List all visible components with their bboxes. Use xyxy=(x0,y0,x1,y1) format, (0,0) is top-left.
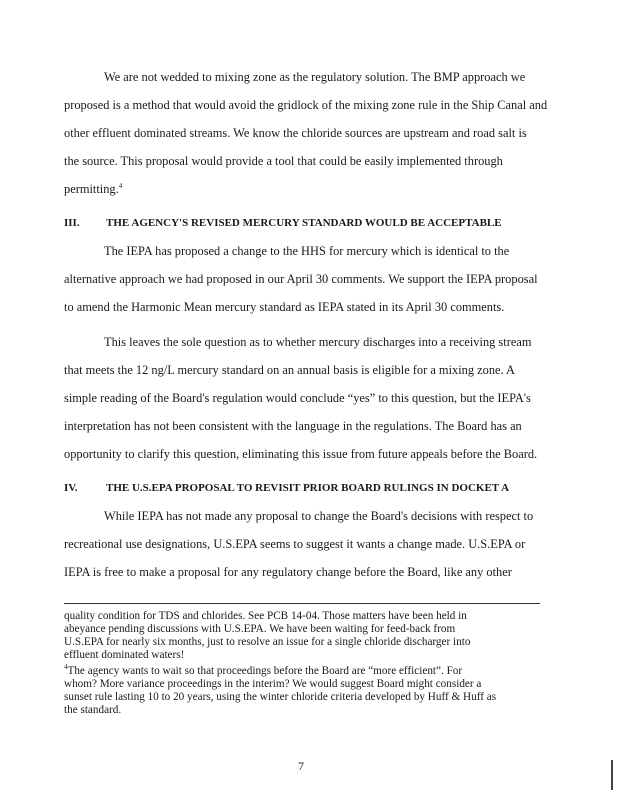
body-line: IEPA is free to make a proposal for any regulatory change before the Board, like any other xyxy=(64,565,512,579)
body-line: to amend the Harmonic Mean mercury standard as IEPA stated in its April 30 comments. xyxy=(64,300,505,314)
body-line: opportunity to clarify this question, eliminating this issue from future appeals before the Board. xyxy=(64,447,538,461)
body-line: the source. This proposal would provide a tool that could be easily implemented through xyxy=(64,154,503,168)
footnote-ref: 4 xyxy=(118,182,123,190)
body-line: This leaves the sole question as to whether mercury discharges into a receiving stream xyxy=(104,335,532,349)
footnote-marker: 4 xyxy=(64,663,68,671)
section-heading: III. THE AGENCY'S REVISED MERCURY STANDARD WOULD BE ACCEPTABLE xyxy=(64,217,502,229)
body-line: other effluent dominated streams. We know the chloride sources are upstream and road salt is xyxy=(64,126,527,140)
body-line: alternative approach we had proposed in our April 30 comments. We support the IEPA proposal xyxy=(64,272,538,286)
footnote-line: abeyance pending discussions with U.S.EPA. We have been waiting for feed-back from xyxy=(64,623,456,635)
body-line: The IEPA has proposed a change to the HHS for mercury which is identical to the xyxy=(104,244,510,258)
footnote-line: sunset rule lasting 10 to 20 years, using the winter chloride criteria developed by Huff & Huff as xyxy=(64,691,497,703)
body-line: simple reading of the Board's regulation would conclude “yes” to this question, but the IEPA's xyxy=(64,391,531,405)
body-line: proposed is a method that would avoid the gridlock of the mixing zone rule in the Ship Canal and xyxy=(64,98,548,112)
section-heading: IV. THE U.S.EPA PROPOSAL TO REVISIT PRIOR BOARD RULINGS IN DOCKET A xyxy=(64,482,510,494)
footnote-separator xyxy=(64,603,540,604)
footnote-line: U.S.EPA for nearly six months, just to resolve an issue for a single chloride discharger into xyxy=(64,636,471,648)
body-line: recreational use designations, U.S.EPA seems to suggest it wants a change made. U.S.EPA or xyxy=(64,537,526,551)
body-line: We are not wedded to mixing zone as the regulatory solution. The BMP approach we xyxy=(104,70,526,84)
body-line: While IEPA has not made any proposal to change the Board's decisions with respect to xyxy=(104,509,534,523)
footnote-line: the standard. xyxy=(64,704,122,716)
footnote-line: $^4$The agency wants to wait so that proceedings before the Board are “more efficient”. For xyxy=(64,663,463,677)
footnote-line: whom? More variance proceedings in the interim? We would suggest Board might consider a xyxy=(64,678,482,690)
body-line: interpretation has not been consistent with the language in the regulations. The Board has an xyxy=(64,419,522,433)
page-number: 7 xyxy=(298,759,304,773)
scan-edge-mark xyxy=(611,760,613,790)
footnote-line: quality condition for TDS and chlorides. See PCB 14-04. Those matters have been held in xyxy=(64,610,467,622)
body-line: that meets the 12 ng/L mercury standard on an annual basis is eligible for a mixing zone. A xyxy=(64,363,515,377)
body-line: permitting.$^4$ xyxy=(64,182,123,196)
footnote-line: effluent dominated waters! xyxy=(64,649,185,661)
